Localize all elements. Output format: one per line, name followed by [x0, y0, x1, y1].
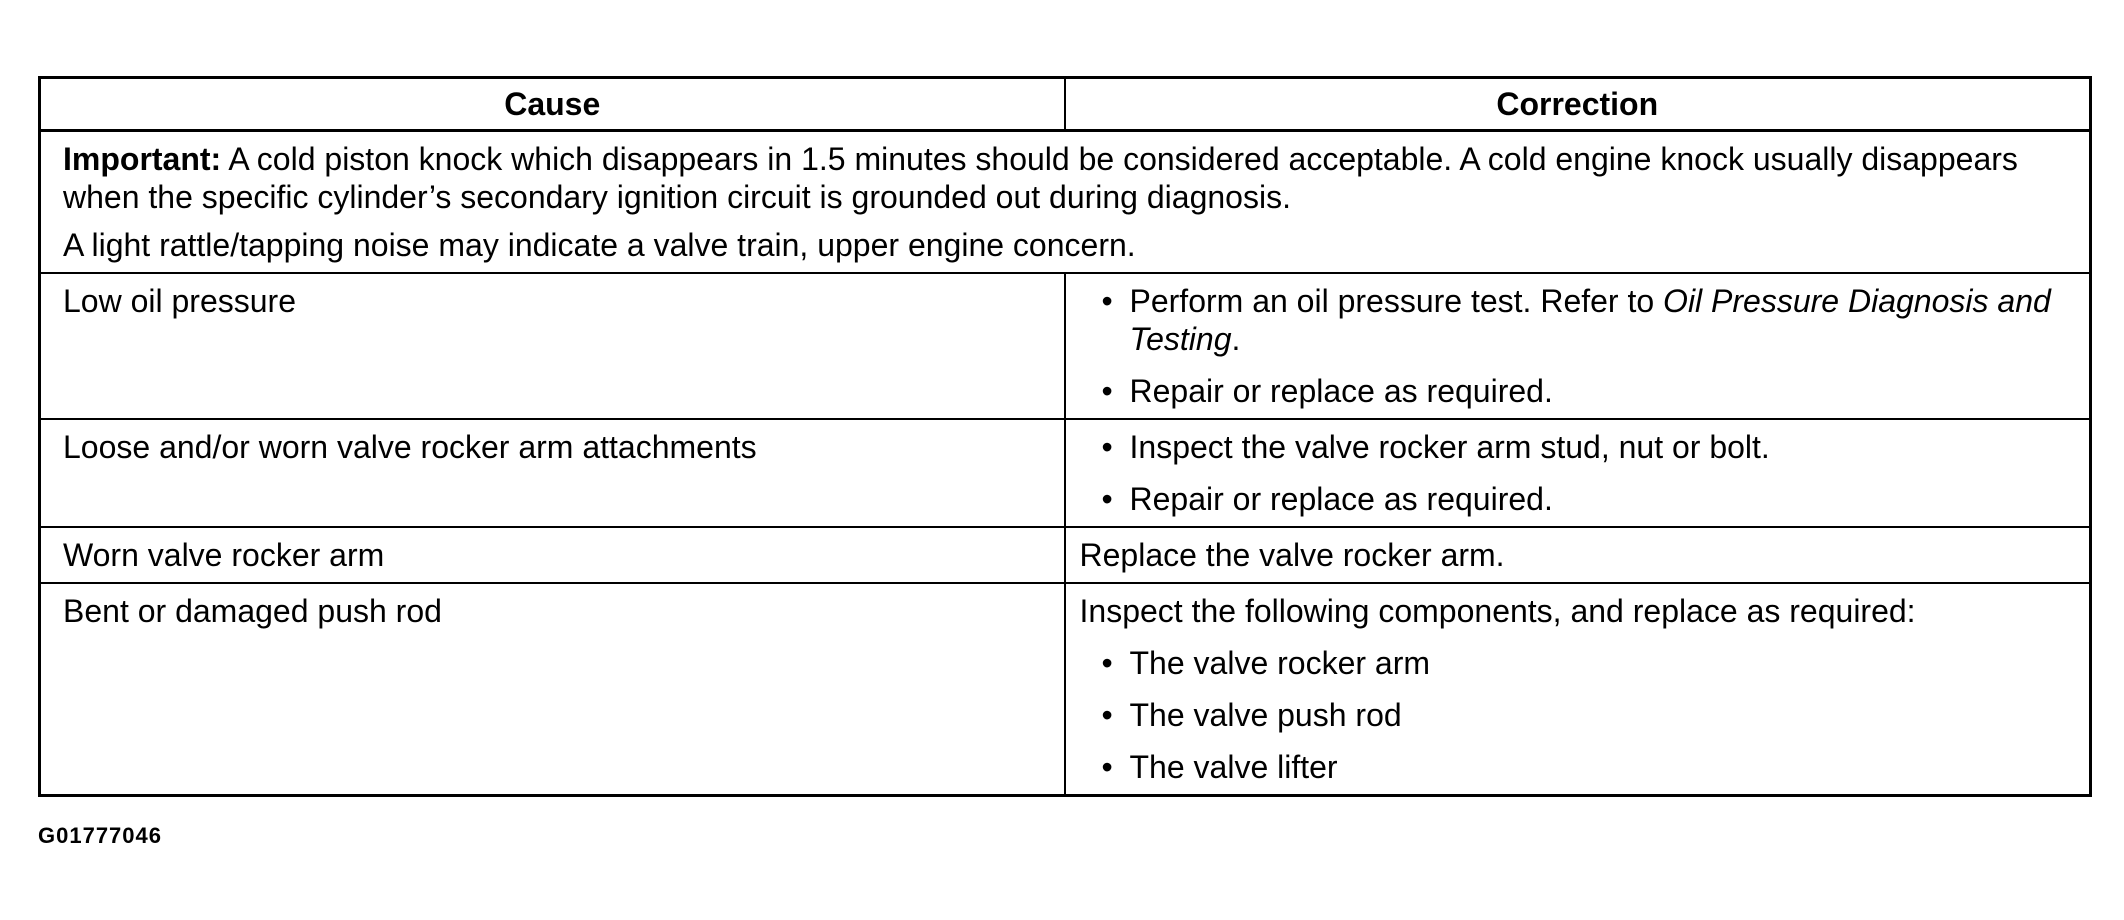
correction-item: • Repair or replace as required.	[1088, 480, 2072, 518]
diagnosis-table	[38, 76, 2092, 797]
correction-list	[1088, 644, 2072, 786]
correction-item	[1088, 282, 2072, 358]
important-paragraph	[63, 140, 2071, 216]
manual-reference: Oil Pressure Diagnosis and Testing	[1129, 283, 2051, 357]
correction-tail: .	[1231, 321, 1241, 357]
correction-cell	[1065, 583, 2091, 796]
correction-list	[1088, 282, 2072, 410]
table-row	[40, 273, 2091, 419]
cause-cell: Worn valve rocker arm	[40, 527, 1065, 583]
cause-cell: Bent or damaged push rod	[40, 583, 1065, 796]
correction-item: • The valve push rod	[1088, 696, 2072, 734]
cause-header: Cause	[40, 78, 1065, 131]
correction-cell: Replace the valve rocker arm.	[1065, 527, 2091, 583]
correction-item: • The valve lifter	[1088, 748, 2072, 786]
important-note: A light rattle/tapping noise may indicate a valve train, upper engine concern.	[63, 227, 1136, 263]
correction-text: Perform an oil pressure test. Refer to	[1129, 283, 1664, 319]
header-row	[40, 78, 2091, 131]
table-row	[40, 527, 2091, 583]
correction-cell	[1065, 273, 2091, 419]
important-label: Important:	[63, 141, 222, 177]
correction-item: • The valve rocker arm	[1088, 644, 2072, 682]
important-text: A cold piston knock which disappears in 1.5 minutes should be considered acceptable. A cold engine knock usually disappears when the specific cylinder’s secondary ignition circuit is grounded out during diagnosis.	[63, 141, 2018, 215]
cause-cell: Loose and/or worn valve rocker arm attachments	[40, 419, 1065, 527]
correction-cell	[1065, 419, 2091, 527]
cause-cell: Low oil pressure	[40, 273, 1065, 419]
figure-id: G01777046	[38, 823, 162, 848]
correction-intro: Inspect the following components, and replace as required:	[1079, 593, 1916, 629]
table-row	[40, 419, 2091, 527]
correction-list	[1088, 428, 2072, 518]
table-row	[40, 583, 2091, 796]
correction-header: Correction	[1065, 78, 2091, 131]
important-row	[40, 131, 2091, 274]
important-cell	[40, 131, 2091, 274]
correction-item: • Repair or replace as required.	[1088, 372, 2072, 410]
correction-item: • Inspect the valve rocker arm stud, nut or bolt.	[1088, 428, 2072, 466]
